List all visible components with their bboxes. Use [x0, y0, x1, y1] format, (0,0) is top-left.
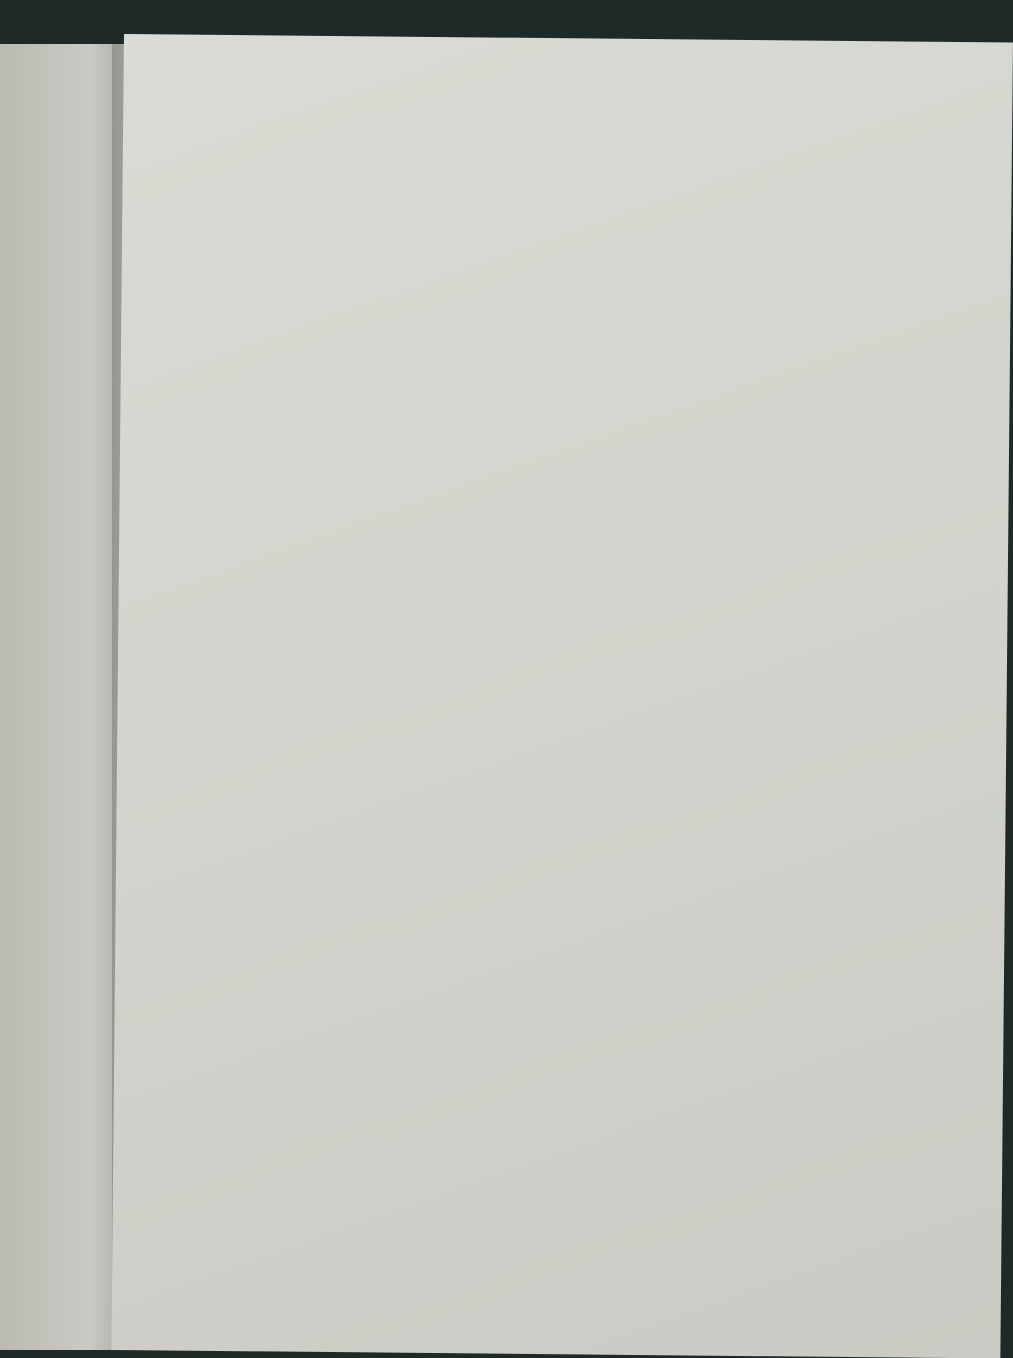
left-page [0, 44, 128, 1350]
right-page [111, 34, 1013, 1358]
table-of-contents [111, 34, 1013, 1358]
